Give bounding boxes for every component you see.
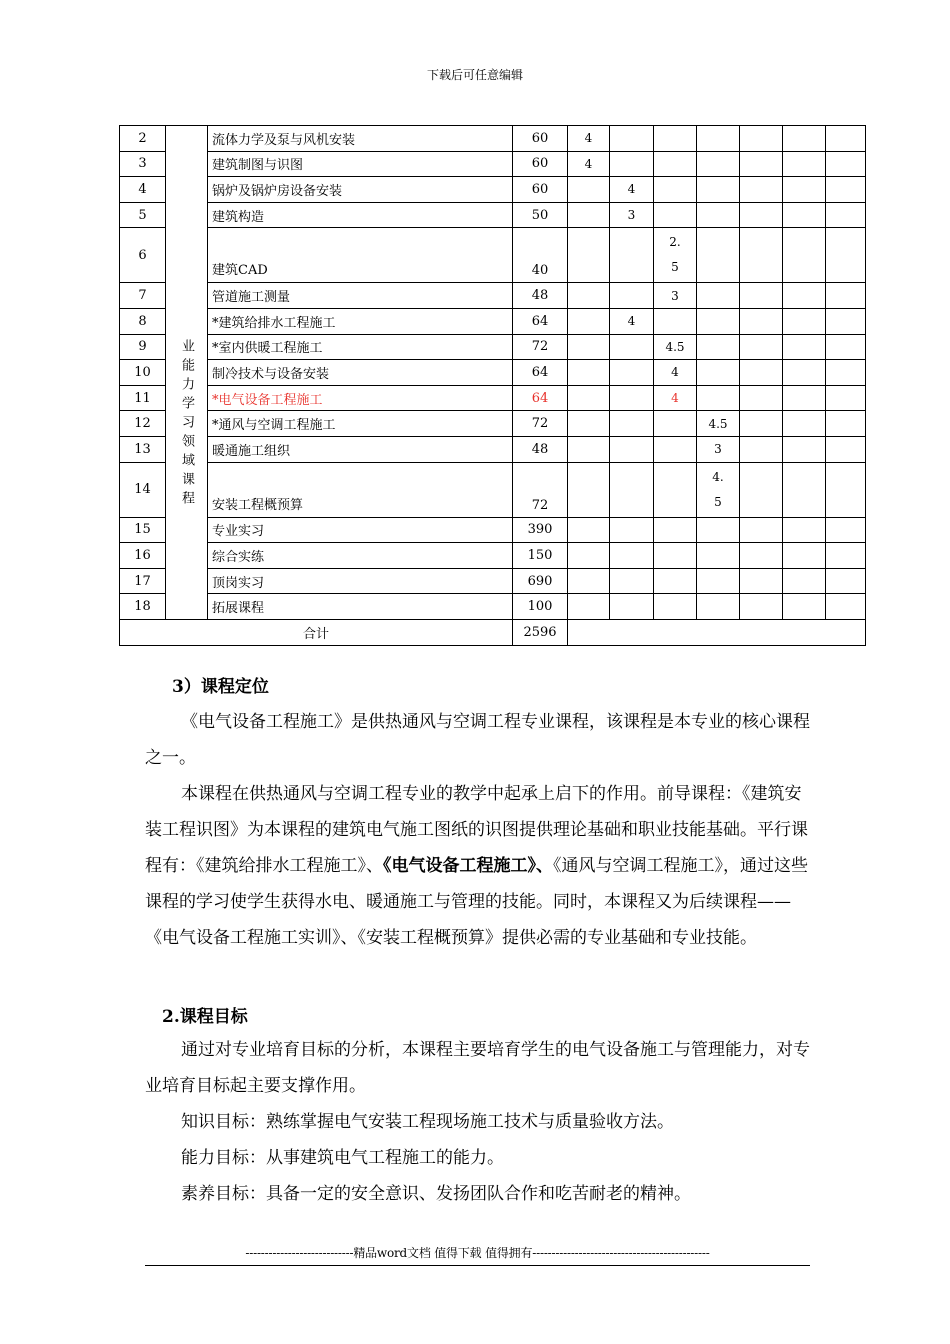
weekly-hours-cell <box>826 126 866 152</box>
weekly-hours-cell <box>740 308 783 334</box>
weekly-hours-cell <box>654 462 697 517</box>
course-name: 顶岗实习 <box>208 568 513 594</box>
course-hours: 60 <box>513 126 568 152</box>
weekly-hours-cell <box>783 543 826 569</box>
weekly-hours-cell: 4 <box>654 385 697 411</box>
row-number: 14 <box>120 462 166 517</box>
weekly-hours-cell <box>697 334 740 360</box>
weekly-hours-cell <box>697 385 740 411</box>
course-name: 建筑制图与识图 <box>208 151 513 177</box>
course-hours: 40 <box>513 228 568 283</box>
table-row <box>120 568 866 594</box>
weekly-hours-cell <box>697 308 740 334</box>
section2-heading: 2.课程目标 <box>162 1007 248 1027</box>
weekly-hours-cell <box>740 436 783 462</box>
table-row <box>120 360 866 386</box>
ability-goal: 能力目标：从事建筑电气工程施工的能力。 <box>181 1148 504 1168</box>
weekly-hours-cell: 3 <box>610 202 654 228</box>
section3-paragraph-2b: 《通风与空调工程施工》，通过这些课程的学习使学生获得水电、暖通施工与管理的技能。同时，本课程又为后续课程——《电气设备工程施工实训》、《安装工程概预算》提供必需的专业基础和专业技能。 <box>145 856 808 948</box>
weekly-hours-cell <box>697 202 740 228</box>
weekly-hours-cell <box>826 568 866 594</box>
weekly-hours-cell <box>568 543 610 569</box>
table-row <box>120 334 866 360</box>
weekly-hours-cell <box>568 385 610 411</box>
weekly-hours-cell <box>826 151 866 177</box>
section3-paragraph-2 <box>145 776 810 956</box>
total-empty-cell <box>568 619 866 645</box>
weekly-hours-cell <box>740 594 783 620</box>
course-hours: 72 <box>513 462 568 517</box>
category-label: 业能力学习领域课程 <box>179 338 194 510</box>
table-row <box>120 126 866 152</box>
row-number: 11 <box>120 385 166 411</box>
header-note: 下载后可任意编辑 <box>426 68 523 82</box>
weekly-hours-cell <box>826 385 866 411</box>
weekly-hours-cell <box>697 283 740 309</box>
course-hours: 50 <box>513 202 568 228</box>
weekly-hours-cell <box>826 543 866 569</box>
weekly-hours-cell <box>740 568 783 594</box>
weekly-hours-cell <box>654 126 697 152</box>
table-row <box>120 543 866 569</box>
row-number: 8 <box>120 308 166 334</box>
weekly-hours-cell <box>740 517 783 543</box>
weekly-hours-cell <box>783 436 826 462</box>
section3-paragraph-1: 《电气设备工程施工》是供热通风与空调工程专业课程，该课程是本专业的核心课程之一。 <box>145 712 810 768</box>
weekly-hours-cell <box>610 543 654 569</box>
course-name: 拓展课程 <box>208 594 513 620</box>
row-number: 12 <box>120 411 166 437</box>
weekly-hours-cell <box>568 462 610 517</box>
course-name: 建筑构造 <box>208 202 513 228</box>
table-row <box>120 411 866 437</box>
row-number: 13 <box>120 436 166 462</box>
weekly-hours-cell <box>610 385 654 411</box>
course-hours: 48 <box>513 436 568 462</box>
course-name: 安装工程概预算 <box>208 462 513 517</box>
weekly-hours-cell <box>783 385 826 411</box>
course-name: 流体力学及泵与风机安装 <box>208 126 513 152</box>
section2-paragraph-1: 通过对专业培育目标的分析，本课程主要培育学生的电气设备施工与管理能力，对专业培育目标起主要支撑作用。 <box>145 1040 810 1096</box>
weekly-hours-cell <box>610 283 654 309</box>
table-row <box>120 151 866 177</box>
weekly-hours-cell <box>610 436 654 462</box>
weekly-hours-cell: 4.5 <box>654 334 697 360</box>
weekly-hours-cell <box>783 594 826 620</box>
course-hours: 60 <box>513 151 568 177</box>
table-row <box>120 462 866 517</box>
weekly-hours-cell <box>826 308 866 334</box>
total-hours: 2596 <box>513 619 568 645</box>
weekly-hours-cell <box>783 151 826 177</box>
row-number: 4 <box>120 177 166 203</box>
weekly-hours-cell <box>654 543 697 569</box>
weekly-hours-cell <box>568 228 610 283</box>
weekly-hours-cell <box>697 517 740 543</box>
weekly-hours-cell: 4 <box>654 360 697 386</box>
weekly-hours-cell: 4 <box>568 126 610 152</box>
weekly-hours-cell <box>783 334 826 360</box>
weekly-hours-cell <box>783 517 826 543</box>
weekly-hours-cell <box>568 283 610 309</box>
weekly-hours-cell <box>654 517 697 543</box>
total-label: 合计 <box>120 619 513 645</box>
weekly-hours-cell <box>697 228 740 283</box>
course-hours: 64 <box>513 308 568 334</box>
weekly-hours-cell <box>654 151 697 177</box>
footer-note: ----------------------------精品word文档 值得下载 值得拥有---------------------------------------------- <box>145 1244 810 1266</box>
weekly-hours-cell: 3 <box>697 436 740 462</box>
weekly-hours-cell <box>610 151 654 177</box>
weekly-hours-cell <box>568 308 610 334</box>
weekly-hours-cell <box>568 177 610 203</box>
weekly-hours-cell <box>654 177 697 203</box>
weekly-hours-cell <box>740 334 783 360</box>
weekly-hours-cell <box>740 202 783 228</box>
course-hours: 390 <box>513 517 568 543</box>
weekly-hours-cell <box>568 436 610 462</box>
weekly-hours-cell <box>697 177 740 203</box>
category-cell <box>166 126 208 620</box>
knowledge-goal: 知识目标：熟练掌握电气安装工程现场施工技术与质量验收方法。 <box>181 1112 674 1132</box>
table-row <box>120 177 866 203</box>
weekly-hours-cell <box>610 126 654 152</box>
weekly-hours-cell <box>783 411 826 437</box>
weekly-hours-cell <box>654 202 697 228</box>
weekly-hours-cell <box>610 462 654 517</box>
weekly-hours-cell <box>740 385 783 411</box>
weekly-hours-cell <box>740 283 783 309</box>
weekly-hours-cell <box>697 594 740 620</box>
weekly-hours-cell <box>740 411 783 437</box>
course-hours: 72 <box>513 411 568 437</box>
weekly-hours-cell <box>783 568 826 594</box>
weekly-hours-cell <box>654 411 697 437</box>
row-number: 6 <box>120 228 166 283</box>
row-number: 10 <box>120 360 166 386</box>
weekly-hours-cell <box>783 177 826 203</box>
weekly-hours-cell <box>826 411 866 437</box>
weekly-hours-cell <box>697 126 740 152</box>
weekly-hours-cell <box>568 517 610 543</box>
weekly-hours-cell <box>568 594 610 620</box>
row-number: 3 <box>120 151 166 177</box>
total-row <box>120 619 866 645</box>
weekly-hours-cell <box>610 334 654 360</box>
weekly-hours-cell <box>826 283 866 309</box>
course-hours: 60 <box>513 177 568 203</box>
weekly-hours-cell <box>826 334 866 360</box>
course-name: 建筑CAD <box>208 228 513 283</box>
row-number: 16 <box>120 543 166 569</box>
weekly-hours-cell <box>826 436 866 462</box>
weekly-hours-cell <box>826 202 866 228</box>
weekly-hours-cell <box>783 360 826 386</box>
weekly-hours-cell <box>610 568 654 594</box>
weekly-hours-cell <box>654 436 697 462</box>
weekly-hours-cell <box>740 360 783 386</box>
weekly-hours-cell <box>568 411 610 437</box>
table-row <box>120 228 866 283</box>
weekly-hours-cell <box>783 308 826 334</box>
course-name: *室内供暖工程施工 <box>208 334 513 360</box>
row-number: 18 <box>120 594 166 620</box>
course-name: 暖通施工组织 <box>208 436 513 462</box>
course-table <box>119 125 866 646</box>
course-name: 锅炉及锅炉房设备安装 <box>208 177 513 203</box>
row-number: 17 <box>120 568 166 594</box>
weekly-hours-cell <box>610 360 654 386</box>
weekly-hours-cell <box>568 568 610 594</box>
weekly-hours-cell <box>697 151 740 177</box>
weekly-hours-cell: 4 <box>610 177 654 203</box>
section3-heading: 3）课程定位 <box>172 677 269 697</box>
course-hours: 72 <box>513 334 568 360</box>
table-row <box>120 202 866 228</box>
weekly-hours-cell <box>740 228 783 283</box>
course-name: 制冷技术与设备安装 <box>208 360 513 386</box>
weekly-hours-cell: 4 <box>610 308 654 334</box>
weekly-hours-cell <box>654 568 697 594</box>
weekly-hours-cell <box>610 594 654 620</box>
section2-body <box>145 1032 810 1212</box>
row-number: 7 <box>120 283 166 309</box>
course-name: *建筑给排水工程施工 <box>208 308 513 334</box>
weekly-hours-cell <box>826 228 866 283</box>
section3-paragraph-2-bold: 《电气设备工程施工》、 <box>383 856 553 876</box>
course-hours: 150 <box>513 543 568 569</box>
course-name: *通风与空调工程施工 <box>208 411 513 437</box>
course-hours: 64 <box>513 385 568 411</box>
weekly-hours-cell <box>783 228 826 283</box>
course-name: 专业实习 <box>208 517 513 543</box>
row-number: 9 <box>120 334 166 360</box>
course-hours: 690 <box>513 568 568 594</box>
course-hours: 100 <box>513 594 568 620</box>
weekly-hours-cell <box>697 568 740 594</box>
weekly-hours-cell <box>610 228 654 283</box>
weekly-hours-cell: 4.5 <box>697 411 740 437</box>
table-row <box>120 283 866 309</box>
weekly-hours-cell <box>826 177 866 203</box>
weekly-hours-cell <box>826 594 866 620</box>
weekly-hours-cell <box>826 462 866 517</box>
weekly-hours-cell <box>740 126 783 152</box>
weekly-hours-cell <box>740 462 783 517</box>
row-number: 2 <box>120 126 166 152</box>
course-name: *电气设备工程施工 <box>208 385 513 411</box>
section3-body <box>145 704 810 956</box>
weekly-hours-cell <box>610 411 654 437</box>
weekly-hours-cell: 4. 5 <box>697 462 740 517</box>
course-hours: 64 <box>513 360 568 386</box>
weekly-hours-cell <box>740 543 783 569</box>
weekly-hours-cell <box>783 462 826 517</box>
weekly-hours-cell <box>740 177 783 203</box>
weekly-hours-cell <box>654 308 697 334</box>
quality-goal: 素养目标：具备一定的安全意识、发扬团队合作和吃苦耐老的精神。 <box>181 1184 691 1204</box>
weekly-hours-cell <box>826 360 866 386</box>
weekly-hours-cell <box>783 126 826 152</box>
course-name: 管道施工测量 <box>208 283 513 309</box>
row-number: 15 <box>120 517 166 543</box>
weekly-hours-cell <box>610 517 654 543</box>
weekly-hours-cell <box>783 202 826 228</box>
weekly-hours-cell <box>697 360 740 386</box>
weekly-hours-cell <box>654 594 697 620</box>
table-row <box>120 436 866 462</box>
weekly-hours-cell <box>826 517 866 543</box>
table-row <box>120 517 866 543</box>
course-hours: 48 <box>513 283 568 309</box>
weekly-hours-cell <box>568 334 610 360</box>
table-row <box>120 308 866 334</box>
table-row <box>120 594 866 620</box>
weekly-hours-cell: 3 <box>654 283 697 309</box>
weekly-hours-cell <box>783 283 826 309</box>
weekly-hours-cell: 4 <box>568 151 610 177</box>
weekly-hours-cell <box>740 151 783 177</box>
weekly-hours-cell: 2. 5 <box>654 228 697 283</box>
course-name: 综合实练 <box>208 543 513 569</box>
weekly-hours-cell <box>568 360 610 386</box>
weekly-hours-cell <box>697 543 740 569</box>
section3-paragraph-2a: 本课程在供热通风与空调工程专业的教学中起承上启下的作用。前导课程：《建筑安装工程识图》为本课程的建筑电气施工图纸的识图提供理论基础和职业技能基础。平行课程有：《建筑给排水工程施工》、 <box>145 784 808 876</box>
table-row <box>120 385 866 411</box>
row-number: 5 <box>120 202 166 228</box>
weekly-hours-cell <box>568 202 610 228</box>
